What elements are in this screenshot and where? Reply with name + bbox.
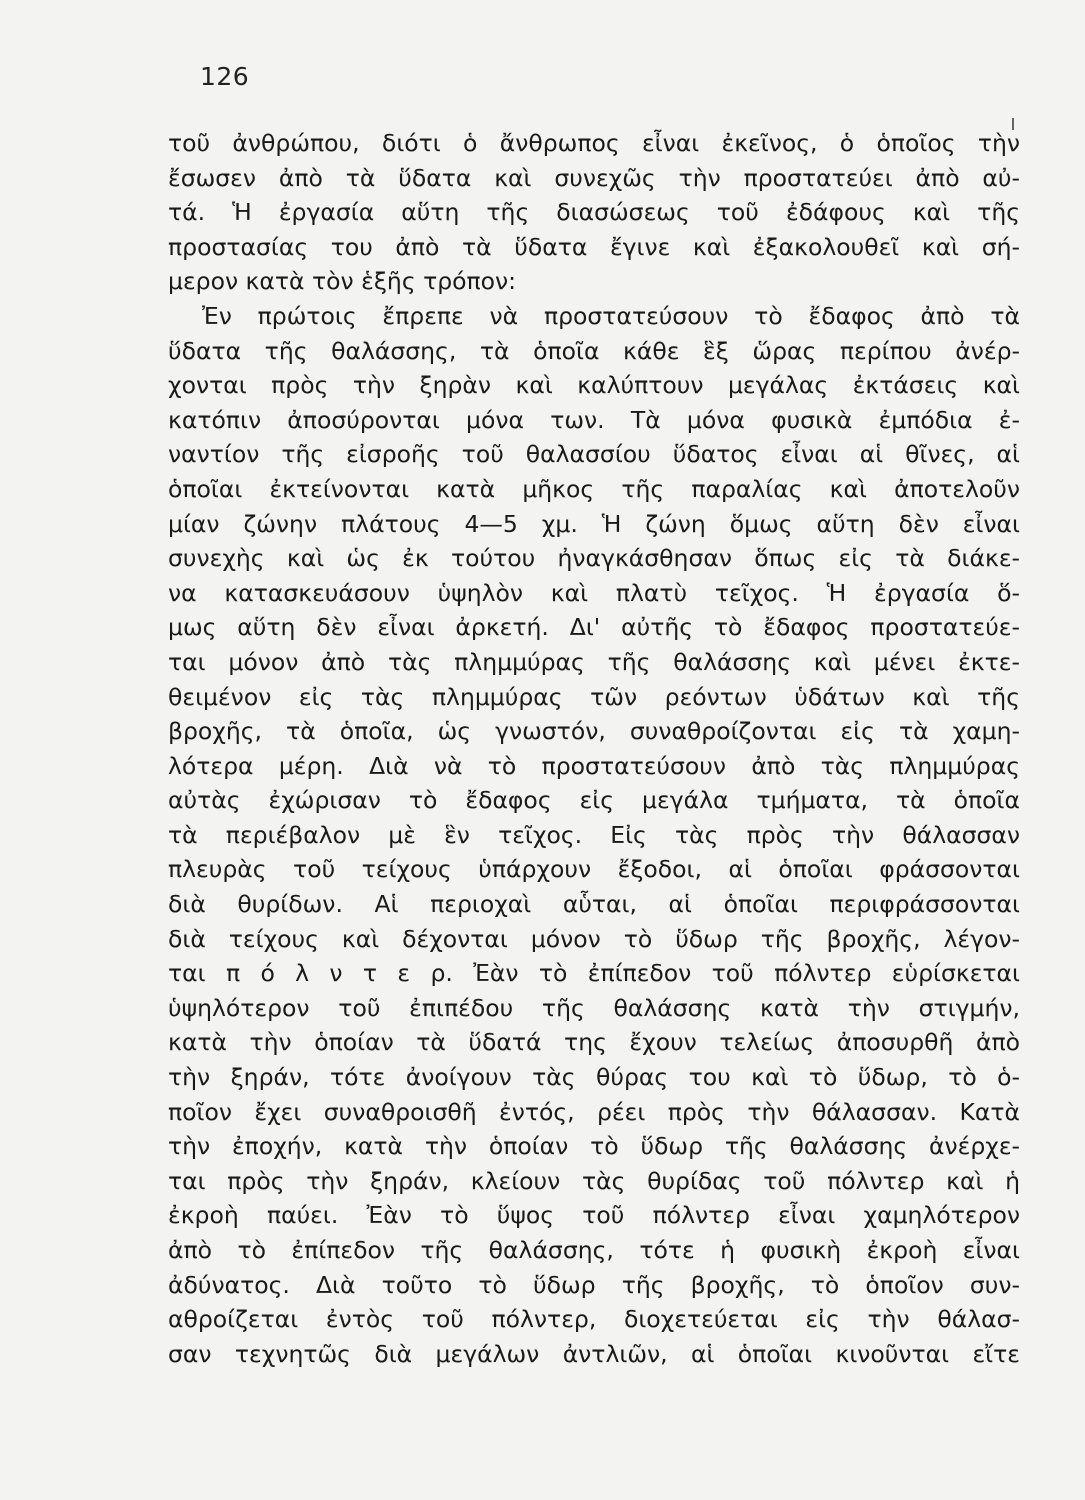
text-line: τὰ περιέβαλον μὲ ἓν τεῖχος. Εἰς τὰς πρὸς τὴν θάλασσαν xyxy=(168,820,1020,849)
text-line: ὕδατα τῆς θαλάσσης, τὰ ὁποῖα κάθε ἓξ ὥρας περίπου ἀνέρ- xyxy=(168,336,1020,365)
text-line: θειμένον εἰς τὰς πλημμύρας τῶν ρεόντων ὑδάτων καὶ τῆς xyxy=(168,682,1020,711)
text-line: τὴν ἐποχήν, κατὰ τὴν ὁποίαν τὸ ὕδωρ τῆς θαλάσσης ἀνέρχε- xyxy=(168,1132,1020,1161)
text-line: λότερα μέρη. Διὰ νὰ τὸ προστατεύσουν ἀπὸ τὰς πλημμύρας xyxy=(168,751,1020,780)
text-line: τοῦ ἀνθρώπου, διότι ὁ ἄνθρωπος εἶναι ἐκεῖνος, ὁ ὁποῖος τὴν xyxy=(168,129,1020,157)
text-line: προστασίας του ἀπὸ τὰ ὕδατα ἔγινε καὶ ἐξακολουθεῖ καὶ σή- xyxy=(168,232,1020,261)
page-number: 126 xyxy=(200,62,250,91)
text-line: μίαν ζώνην πλάτους 4—5 χμ. Ἡ ζώνη ὅμως αὕτη δὲν εἶναι xyxy=(168,509,1020,538)
text-line: αὐτὰς ἐχώρισαν τὸ ἔδαφος εἰς μεγάλα τμήματα, τὰ ὁποῖα xyxy=(168,786,1020,815)
text-line: διὰ τείχους καὶ δέχονται μόνον τὸ ὕδωρ τῆς βροχῆς, λέγον- xyxy=(168,924,1020,953)
text-line: ἀδύνατος. Διὰ τοῦτο τὸ ὕδωρ τῆς βροχῆς, τὸ ὁποῖον συν- xyxy=(168,1270,1020,1299)
text-line: διὰ θυρίδων. Αἱ περιοχαὶ αὗται, αἱ ὁποῖαι περιφράσσονται xyxy=(168,890,1020,919)
text-line: ἔσωσεν ἀπὸ τὰ ὕδατα καὶ συνεχῶς τὴν προστατεύει ἀπὸ αὐ- xyxy=(168,163,1020,192)
text-line: ἀπὸ τὸ ἐπίπεδον τῆς θαλάσσης, τότε ἡ φυσικὴ ἐκροὴ εἶναι xyxy=(168,1236,1020,1264)
text-line: ἐκροὴ παύει. Ἐὰν τὸ ὕψος τοῦ πόλντερ εἶναι χαμηλότερον xyxy=(168,1201,1020,1230)
text-line: ται π ό λ ν τ ε ρ. Ἐὰν τὸ ἐπίπεδον τοῦ πόλντερ εὑρίσκεται xyxy=(168,959,1020,988)
text-line: κατὰ τὴν ὁποίαν τὰ ὕδατά της ἔχουν τελείως ἀποσυρθῆ ἀπὸ xyxy=(168,1028,1020,1057)
text-line: ναντίον τῆς εἰσροῆς τοῦ θαλασσίου ὕδατος εἶναι αἱ θῖνες, αἱ xyxy=(168,440,1020,469)
text-line: τὴν ξηράν, τότε ἀνοίγουν τὰς θύρας του καὶ τὸ ὕδωρ, τὸ ὁ- xyxy=(168,1063,1020,1092)
text-line: κατόπιν ἀποσύρονται μόνα των. Τὰ μόνα φυσικὰ ἐμπόδια ἐ- xyxy=(168,405,1020,434)
body-text xyxy=(168,126,1020,1371)
text-line: σαν τεχνητῶς διὰ μεγάλων ἀντλιῶν, αἱ ὁποῖαι κινοῦνται εἴτε xyxy=(168,1339,1020,1368)
text-line: Ἐν πρώτοις ἔπρεπε νὰ προστατεύσουν τὸ ἔδαφος ἀπὸ τὰ xyxy=(202,301,1020,330)
text-line: ται πρὸς τὴν ξηράν, κλείουν τὰς θυρίδας τοῦ πόλντερ καὶ ἡ xyxy=(168,1166,1020,1195)
text-line: μερον κατὰ τὸν ἑξῆς τρόπον: xyxy=(168,267,517,296)
text-line: αθροίζεται ἐντὸς τοῦ πόλντερ, διοχετεύεται εἰς τὴν θάλασ- xyxy=(168,1305,1020,1334)
text-line: ὑψηλότερον τοῦ ἐπιπέδου τῆς θαλάσσης κατὰ τὴν στιγμήν, xyxy=(168,993,1020,1022)
text-line: μως αὕτη δὲν εἶναι ἀρκετή. Δι' αὐτῆς τὸ ἔδαφος προστατεύε- xyxy=(168,613,1020,642)
text-line: ποῖον ἔχει συναθροισθῆ ἐντός, ρέει πρὸς τὴν θάλασσαν. Κατὰ xyxy=(168,1097,1020,1126)
text-line: βροχῆς, τὰ ὁποῖα, ὡς γνωστόν, συναθροίζονται εἰς τὰ χαμη- xyxy=(168,717,1020,746)
text-line: ται μόνον ἀπὸ τὰς πλημμύρας τῆς θαλάσσης καὶ μένει ἐκτε- xyxy=(168,647,1020,676)
text-line: ὁποῖαι ἐκτείνονται κατὰ μῆκος τῆς παραλίας καὶ ἀποτελοῦν xyxy=(168,474,1020,503)
text-line: πλευρὰς τοῦ τείχους ὑπάρχουν ἔξοδοι, αἱ ὁποῖαι φράσσονται xyxy=(168,855,1020,884)
text-line: τά. Ἡ ἐργασία αὕτη τῆς διασώσεως τοῦ ἐδάφους καὶ τῆς xyxy=(168,198,1020,227)
text-line: να κατασκευάσουν ὑψηλὸν καὶ πλατὺ τεῖχος. Ἡ ἐργασία ὅ- xyxy=(168,578,1020,607)
text-line: συνεχὴς καὶ ὡς ἐκ τούτου ἠναγκάσθησαν ὅπως εἰς τὰ διάκε- xyxy=(168,544,1020,573)
text-line: χονται πρὸς τὴν ξηρὰν καὶ καλύπτουν μεγάλας ἐκτάσεις καὶ xyxy=(168,371,1020,400)
